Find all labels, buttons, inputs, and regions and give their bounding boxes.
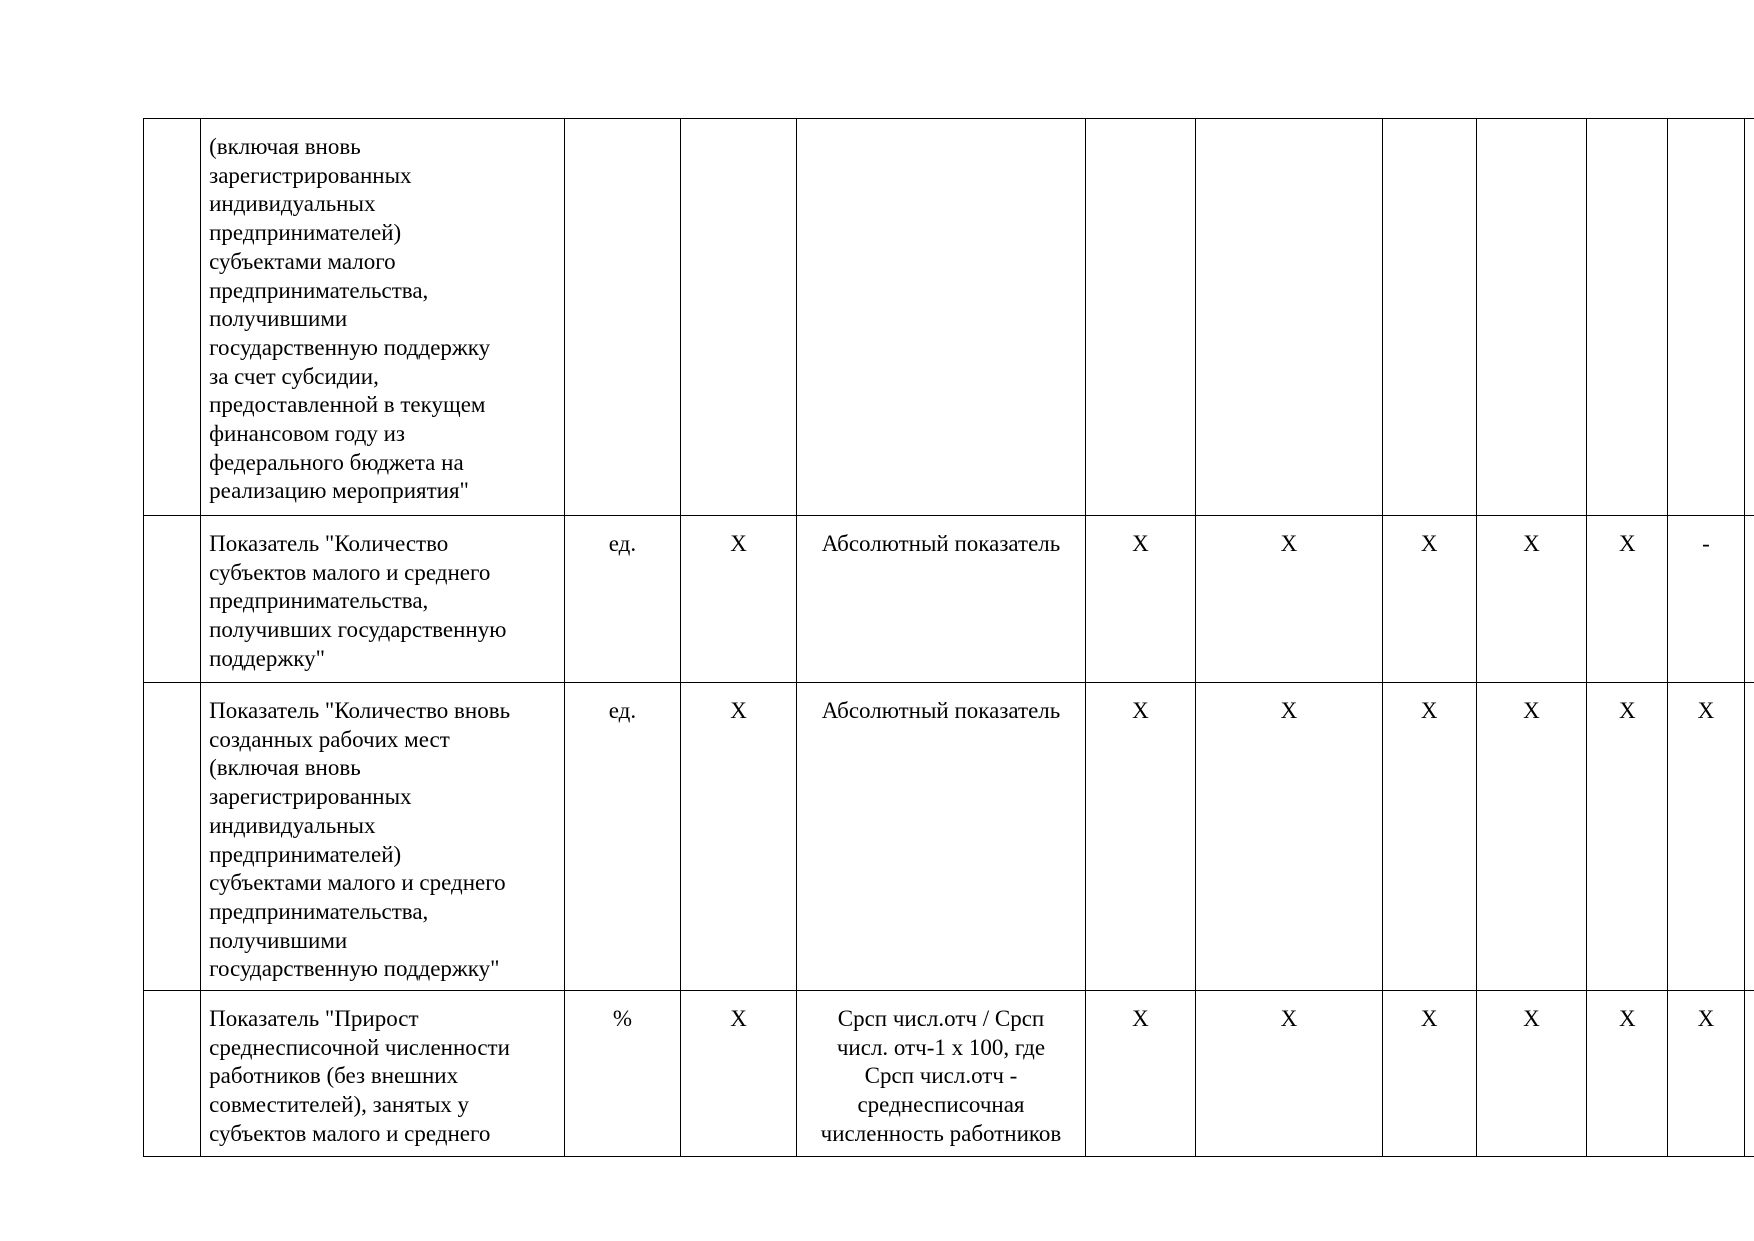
value-cell: X [1382, 991, 1476, 1157]
indicator-name-cell: (включая вновь зарегистрированных индивидуальных предпринимателей) субъектами малого предпринимательства, получившими государственную поддержку за счет субсидии, предоставленной в текущем финансовом году из федерального бюджета на реализацию мероприятия" [201, 119, 565, 516]
value-cell: X [680, 516, 797, 683]
table-row [144, 991, 1754, 1157]
method-cell [797, 119, 1085, 516]
indicator-name-cell: Показатель "Количество субъектов малого и среднего предпринимательства, получивших государственную поддержку" [201, 516, 565, 683]
value-cell: - [1668, 516, 1744, 683]
cut-off-cell [1744, 119, 1754, 516]
value-cell: X [1587, 683, 1668, 991]
method-cell: Срсп числ.отч / Срсп числ. отч-1 x 100, где Срсп числ.отч - среднесписочная численность работников [797, 991, 1085, 1157]
table-row [144, 119, 1754, 516]
value-cell: X [1476, 991, 1587, 1157]
indicator-name-cell: Показатель "Прирост среднесписочной численности работников (без внешних совместителей), занятых у субъектов малого и среднего [201, 991, 565, 1157]
value-cell: X [1587, 991, 1668, 1157]
method-cell: Абсолютный показатель [797, 516, 1085, 683]
value-cell [1196, 119, 1382, 516]
row-number-cell [144, 683, 201, 991]
indicator-name-cell: Показатель "Количество вновь созданных рабочих мест (включая вновь зарегистрированных индивидуальных предпринимателей) субъектами малого и среднего предпринимательства, получившими государственную поддержку" [201, 683, 565, 991]
value-cell [1668, 119, 1744, 516]
value-cell: X [1668, 683, 1744, 991]
value-cell: X [1085, 683, 1196, 991]
value-cell: X [1085, 516, 1196, 683]
row-number-cell [144, 119, 201, 516]
value-cell: X [1476, 683, 1587, 991]
unit-cell: ед. [565, 516, 681, 683]
row-number-cell [144, 516, 201, 683]
cut-off-cell [1744, 683, 1754, 991]
table-row [144, 683, 1754, 991]
value-cell: X [680, 683, 797, 991]
cut-off-cell [1744, 991, 1754, 1157]
value-cell [1085, 119, 1196, 516]
value-cell: X [1196, 516, 1382, 683]
unit-cell [565, 119, 681, 516]
value-cell: X [1085, 991, 1196, 1157]
value-cell: X [1196, 683, 1382, 991]
indicators-table [143, 118, 1754, 1157]
value-cell [1476, 119, 1587, 516]
value-cell [1382, 119, 1476, 516]
value-cell: X [1587, 516, 1668, 683]
value-cell [680, 119, 797, 516]
value-cell: X [1382, 516, 1476, 683]
row-number-cell [144, 991, 201, 1157]
value-cell: X [1476, 516, 1587, 683]
method-cell: Абсолютный показатель [797, 683, 1085, 991]
unit-cell: ед. [565, 683, 681, 991]
value-cell: X [1382, 683, 1476, 991]
cut-off-cell [1744, 516, 1754, 683]
unit-cell: % [565, 991, 681, 1157]
value-cell: X [1668, 991, 1744, 1157]
value-cell [1587, 119, 1668, 516]
value-cell: X [680, 991, 797, 1157]
value-cell: X [1196, 991, 1382, 1157]
table-row [144, 516, 1754, 683]
